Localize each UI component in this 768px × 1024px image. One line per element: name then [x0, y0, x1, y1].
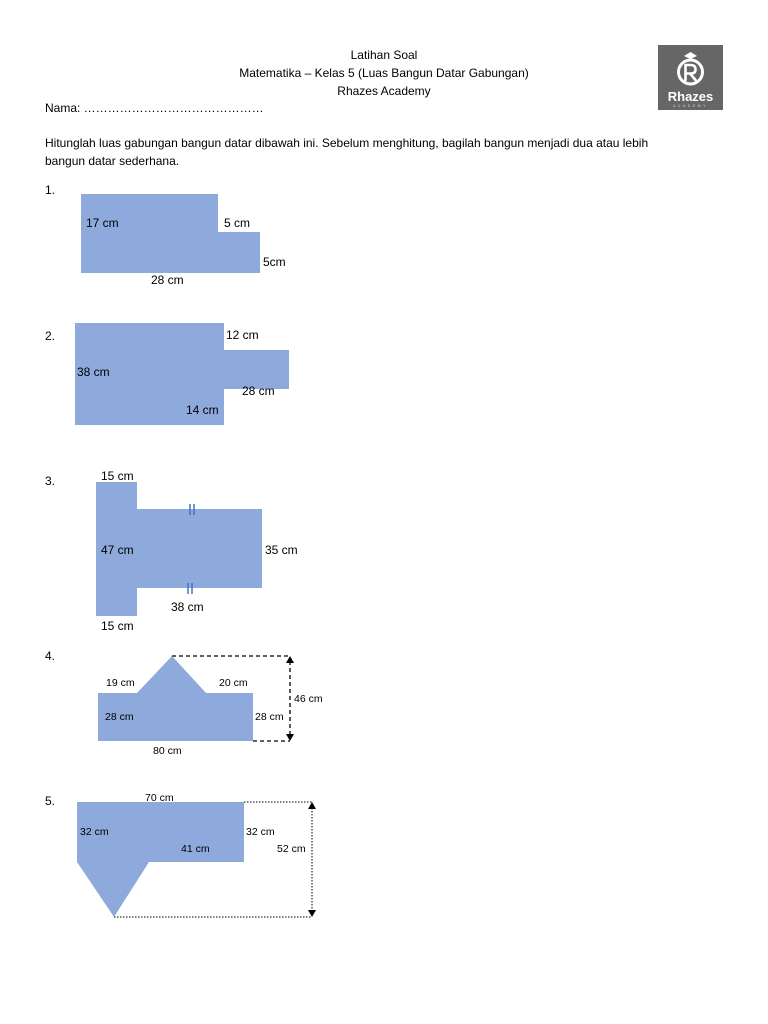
problem-4-arrow-down — [286, 734, 294, 741]
problem-5-label-left-height: 32 cm — [80, 826, 109, 838]
logo-subtext: ACADEMY — [673, 104, 708, 108]
problem-3-label-right-height: 35 cm — [265, 543, 298, 557]
problem-4-label-total-height: 46 cm — [294, 693, 323, 705]
problem-2-label-lower-height: 14 cm — [186, 403, 219, 417]
problem-5-arrow-up — [308, 802, 316, 809]
problem-1-label-notch-width: 5 cm — [224, 216, 251, 230]
problem-1-number: 1. — [45, 183, 56, 197]
problem-5-number: 5. — [45, 794, 56, 808]
problem-5-label-right-height: 32 cm — [246, 826, 275, 838]
problem-5-arrow-down — [308, 910, 316, 917]
problem-5-label-inner-width: 41 cm — [181, 843, 210, 855]
problem-4-label-base: 80 cm — [153, 745, 182, 757]
problem-3-number: 3. — [45, 474, 56, 488]
problem-3-label-rect-width: 38 cm — [171, 600, 204, 614]
problem-5-label-top-width: 70 cm — [145, 792, 174, 804]
problem-3-label-bottom-width: 15 cm — [101, 619, 134, 633]
problem-2-label-height: 38 cm — [77, 365, 110, 379]
problem-1-shape — [81, 194, 260, 273]
worksheet-title: Latihan Soal — [350, 48, 418, 62]
problem-2-number: 2. — [45, 329, 56, 343]
problem-3-label-height: 47 cm — [101, 543, 134, 557]
worksheet-subject: Matematika – Kelas 5 (Luas Bangun Datar Gabungan) — [239, 66, 529, 80]
logo-text: Rhazes — [667, 89, 714, 104]
problem-4-label-right-height: 28 cm — [255, 711, 284, 723]
problem-4-number: 4. — [45, 649, 56, 663]
problem-4-shape — [98, 656, 253, 741]
name-field: Nama: ……………………………………… — [45, 101, 264, 115]
problem-1-label-step-height: 5cm — [263, 255, 286, 269]
problem-4-label-left-height: 28 cm — [105, 711, 134, 723]
instruction-line-1: Hitunglah luas gabungan bangun datar dibawah ini. Sebelum menghitung, bagilah bangun menjadi dua atau lebih — [45, 136, 649, 150]
problem-5-label-total-height: 52 cm — [277, 843, 306, 855]
problem-4-label-right-top: 20 cm — [219, 677, 248, 689]
instruction-line-2: bangun datar sederhana. — [45, 154, 180, 168]
problem-1-label-base: 28 cm — [151, 273, 184, 287]
worksheet-school: Rhazes Academy — [337, 84, 431, 98]
problem-5-shape — [77, 802, 244, 917]
problem-2-label-tab-width: 28 cm — [242, 384, 275, 398]
problem-4-arrow-up — [286, 656, 294, 663]
problem-3-label-top-width: 15 cm — [101, 469, 134, 483]
problem-1-label-height: 17 cm — [86, 216, 119, 230]
problem-2-label-tab-height: 12 cm — [226, 328, 259, 342]
problem-4-label-left-top: 19 cm — [106, 677, 135, 689]
